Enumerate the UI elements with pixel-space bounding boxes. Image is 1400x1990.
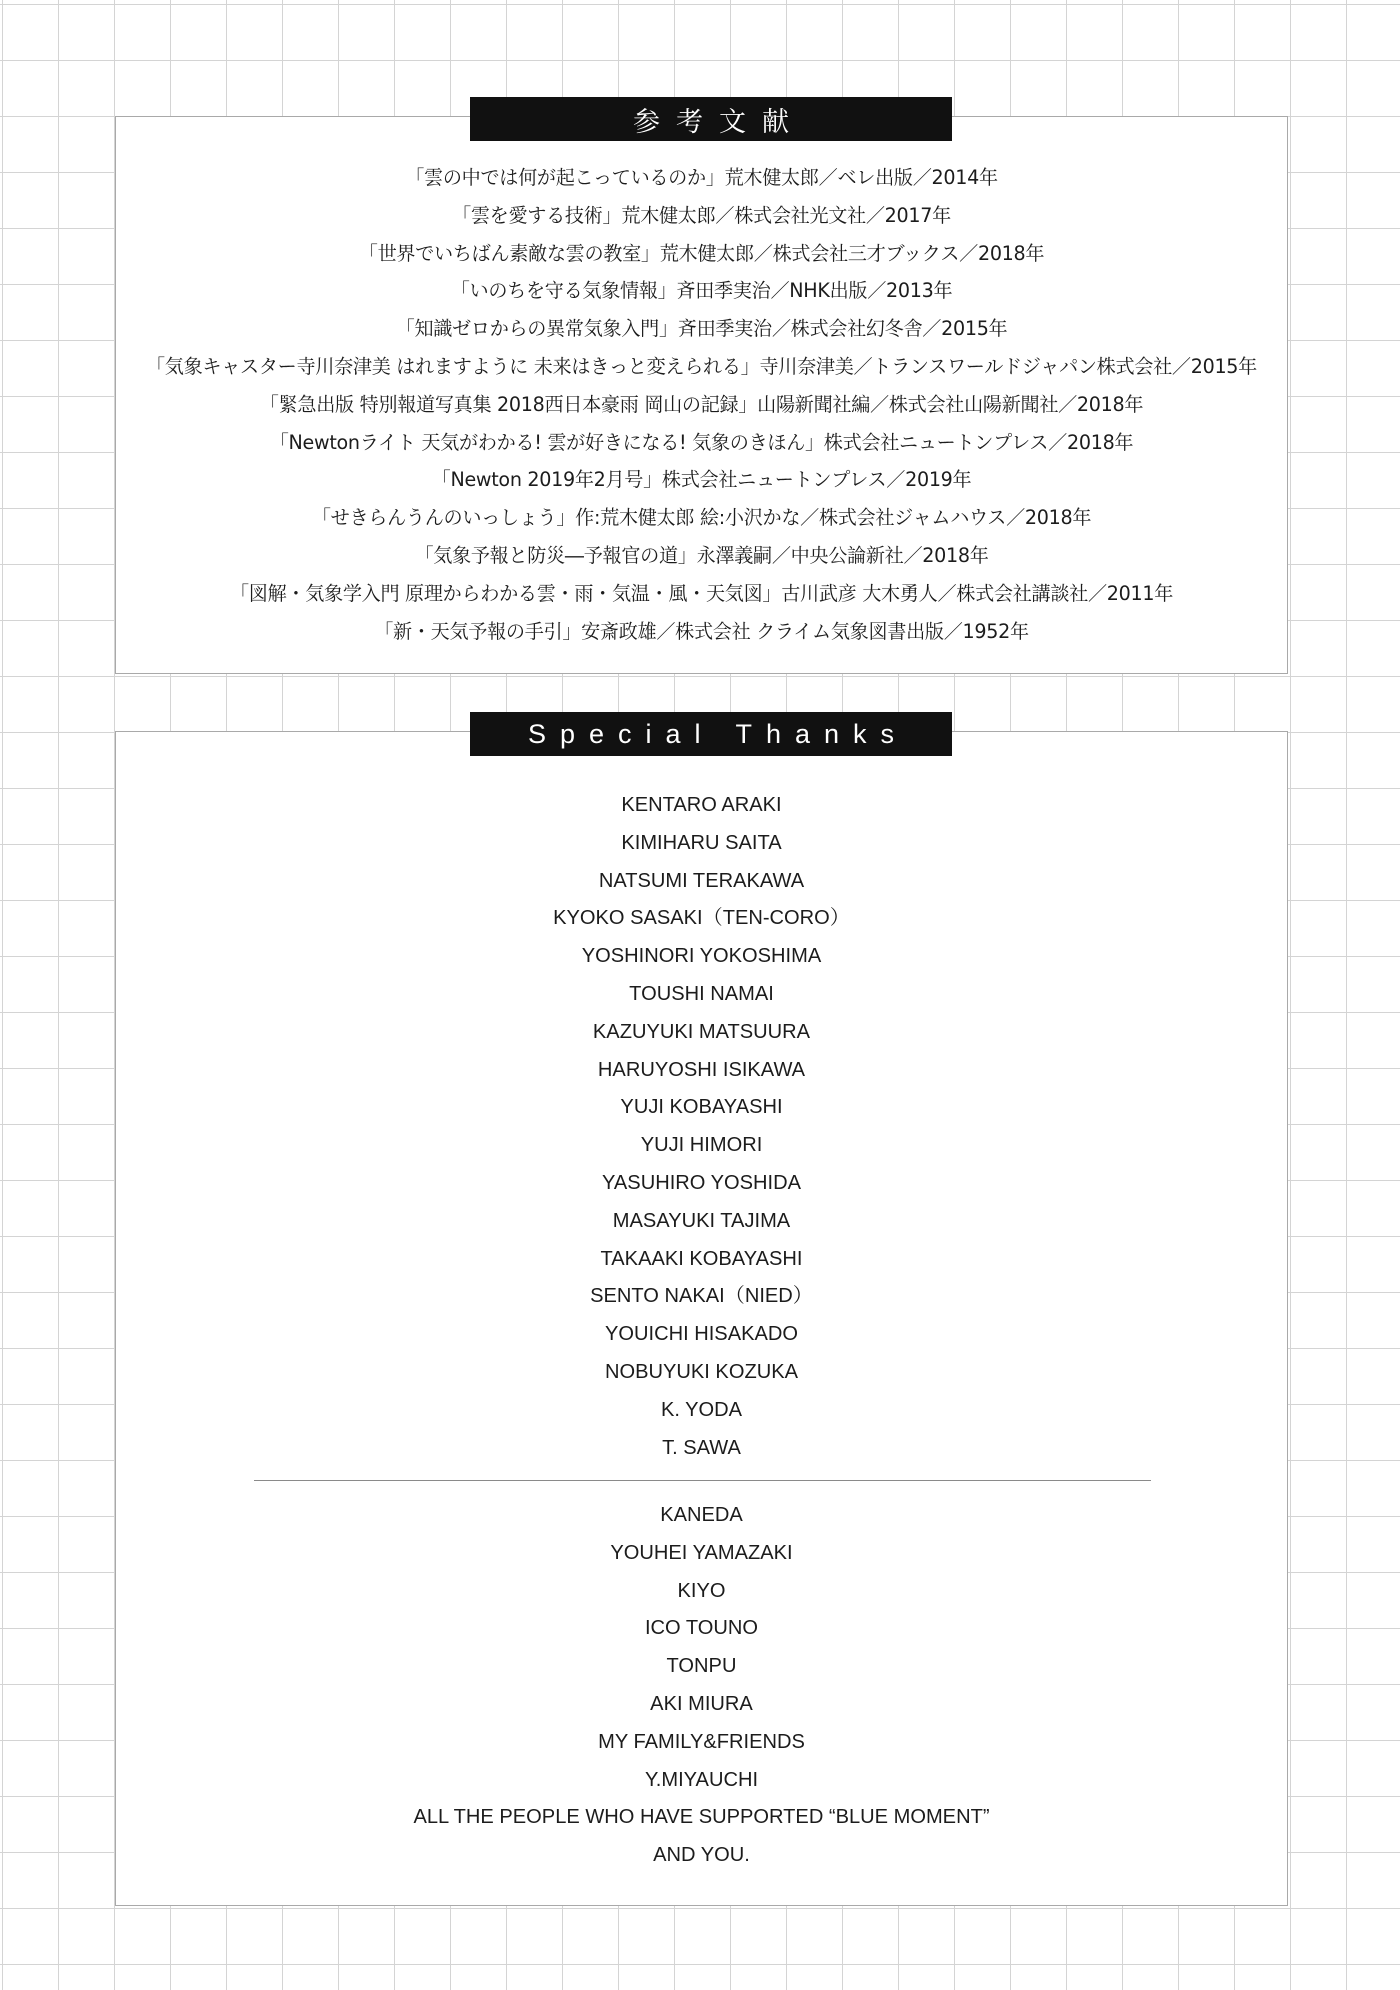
thanks-name: MY FAMILY&FRIENDS <box>598 1730 805 1753</box>
thanks-divider <box>254 1480 1151 1481</box>
thanks-name: YOSHINORI YOKOSHIMA <box>581 945 822 968</box>
reference-item: 「新・天気予報の手引」安斎政雄／株式会社 クライム気象図書出版／1952年 <box>374 619 1029 643</box>
reference-item: 「雲を愛する技術」荒木健太郎／株式会社光文社／2017年 <box>452 203 951 227</box>
references-panel <box>115 116 1288 674</box>
thanks-name: YOUHEI YAMAZAKI <box>610 1541 793 1564</box>
reference-item: 「知識ゼロからの異常気象入門」斉田季実治／株式会社幻冬舎／2015年 <box>395 317 1008 341</box>
thanks-name: TONPU <box>666 1655 737 1678</box>
reference-item: 「Newton 2019年2月号」株式会社ニュートンプレス／2019年 <box>431 468 972 492</box>
references-heading: 参考文献 <box>470 97 952 141</box>
thanks-name: YUJI HIMORI <box>640 1134 763 1157</box>
thanks-list-primary <box>116 787 1287 1467</box>
reference-item: 「気象キャスター寺川奈津美 はれますように 未来はきっと変えられる」寺川奈津美／トランスワールドジャパン株式会社／2015年 <box>146 354 1257 378</box>
thanks-name: YASUHIRO YOSHIDA <box>602 1171 801 1194</box>
reference-item: 「緊急出版 特別報道写真集 2018西日本豪雨 岡山の記録」山陽新聞社編／株式会社山陽新聞社／2018年 <box>259 392 1144 416</box>
thanks-name: MASAYUKI TAJIMA <box>612 1209 791 1232</box>
thanks-name: HARUYOSHI ISIKAWA <box>597 1058 806 1081</box>
special-thanks-heading: Special Thanks <box>470 712 952 756</box>
references-list <box>116 159 1287 650</box>
thanks-name: KIMIHARU SAITA <box>621 831 782 854</box>
reference-item: 「図解・気象学入門 原理からわかる雲・雨・気温・風・天気図」古川武彦 大木勇人／株式会社講談社／2011年 <box>229 581 1174 605</box>
thanks-name: TOUSHI NAMAI <box>629 982 774 1005</box>
special-thanks-panel <box>115 731 1288 1906</box>
thanks-name: AND YOU. <box>653 1844 750 1867</box>
thanks-name: SENTO NAKAI（NIED） <box>590 1285 813 1308</box>
reference-item: 「雲の中では何が起こっているのか」荒木健太郎／ベレ出版／2014年 <box>405 166 998 189</box>
thanks-name: TAKAAKI KOBAYASHI <box>600 1247 803 1270</box>
thanks-name: NATSUMI TERAKAWA <box>598 869 805 892</box>
thanks-name: KENTARO ARAKI <box>621 794 782 816</box>
thanks-name: YUJI KOBAYASHI <box>620 1096 783 1119</box>
reference-item: 「Newtonライト 天気がわかる! 雲が好きになる! 気象のきほん」株式会社ニュートンプレス／2018年 <box>269 430 1134 454</box>
thanks-name: K. YODA <box>660 1398 743 1421</box>
reference-item: 「気象予報と防災―予報官の道」永澤義嗣／中央公論新社／2018年 <box>414 543 989 567</box>
thanks-name: KIYO <box>677 1579 726 1602</box>
thanks-name: T. SAWA <box>662 1436 741 1459</box>
reference-item: 「いのちを守る気象情報」斉田季実治／NHK出版／2013年 <box>450 279 953 303</box>
thanks-name: AKI MIURA <box>650 1692 753 1715</box>
thanks-name: KAZUYUKI MATSUURA <box>592 1020 811 1043</box>
thanks-name: KANEDA <box>660 1504 743 1526</box>
thanks-list-secondary <box>116 1497 1287 1875</box>
thanks-name: YOUICHI HISAKADO <box>604 1323 798 1346</box>
thanks-name: Y.MIYAUCHI <box>644 1768 759 1791</box>
reference-item: 「せきらんうんのいっしょう」作:荒木健太郎 絵:小沢かな／株式会社ジャムハウス／2018年 <box>311 506 1092 530</box>
thanks-name: ALL THE PEOPLE WHO HAVE SUPPORTED “BLUE MOMENT” <box>413 1806 990 1829</box>
thanks-name: ICO TOUNO <box>644 1617 759 1640</box>
thanks-name: NOBUYUKI KOZUKA <box>604 1360 798 1383</box>
reference-item: 「世界でいちばん素敵な雲の教室」荒木健太郎／株式会社三才ブックス／2018年 <box>358 241 1045 265</box>
thanks-name: KYOKO SASAKI（TEN-CORO） <box>553 907 850 930</box>
